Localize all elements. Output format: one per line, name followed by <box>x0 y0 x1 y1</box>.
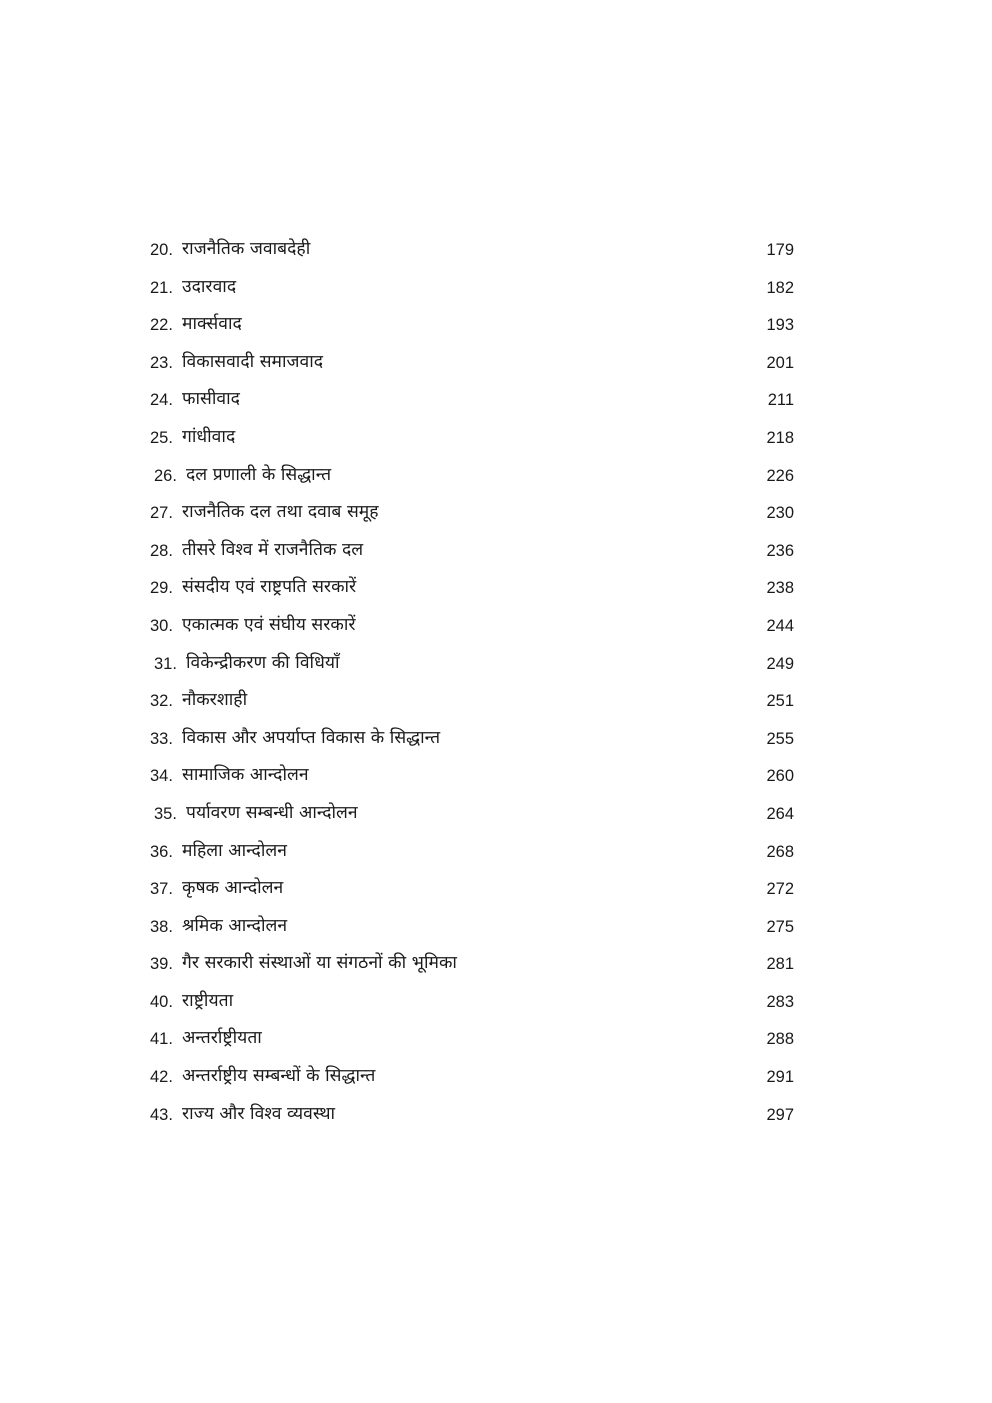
toc-entry <box>0 834 992 872</box>
toc-entry-number: 36. <box>150 842 173 861</box>
toc-entry-number: 26. <box>154 466 177 485</box>
toc-entry-page: 297 <box>766 1105 794 1124</box>
toc-entry-number: 33. <box>150 729 173 748</box>
toc-entry-page: 226 <box>766 466 794 485</box>
toc-entry <box>0 420 992 458</box>
toc-entry-page: 251 <box>766 692 794 711</box>
toc-entry-number: 21. <box>150 278 173 297</box>
toc-entry-title: राष्ट्रीयता <box>182 990 234 1011</box>
toc-entry-title: महिला आन्दोलन <box>182 840 287 861</box>
toc-entry-title: तीसरे विश्व में राजनैतिक दल <box>182 539 364 560</box>
toc-entry-page: 283 <box>766 992 794 1011</box>
toc-entry-page: 268 <box>766 842 794 861</box>
toc-entry-title: उदारवाद <box>182 276 237 297</box>
toc-entry-number: 37. <box>150 880 173 899</box>
toc-entry-number: 34. <box>150 767 173 786</box>
toc-entry-title: सामाजिक आन्दोलन <box>182 765 309 786</box>
toc-entry-page: 291 <box>766 1068 794 1087</box>
toc-entry-number: 40. <box>150 992 173 1011</box>
toc-entry-page: 288 <box>766 1030 794 1049</box>
toc-entry <box>0 984 992 1022</box>
toc-entry-title: गैर सरकारी संस्थाओं या संगठनों की भूमिका <box>182 953 457 974</box>
toc-entry-number: 43. <box>150 1105 173 1124</box>
toc-entry-number: 35. <box>154 804 177 823</box>
toc-entry <box>0 458 992 496</box>
toc-entry <box>0 909 992 947</box>
toc-entry-page: 236 <box>766 541 794 560</box>
toc-entry <box>0 871 992 909</box>
toc-entry-title: राज्य और विश्व व्यवस्था <box>182 1103 336 1124</box>
toc-entry-title: राजनैतिक दल तथा दवाब समूह <box>182 502 379 523</box>
toc-entry-title: कृषक आन्दोलन <box>182 878 284 899</box>
toc-entry-page: 272 <box>766 880 794 899</box>
toc-entry-page: 201 <box>766 353 794 372</box>
toc-entry-page: 275 <box>766 917 794 936</box>
toc-entry-number: 23. <box>150 353 173 372</box>
toc-entry-number: 28. <box>150 541 173 560</box>
toc-entry-number: 22. <box>150 316 173 335</box>
toc-entry-page: 281 <box>766 955 794 974</box>
toc-entry <box>0 758 992 796</box>
toc-entry-page: 179 <box>766 241 794 259</box>
toc-entry-title: श्रमिक आन्दोलन <box>182 915 288 936</box>
toc-entry-page: 230 <box>766 504 794 523</box>
toc-entry <box>0 382 992 420</box>
toc-entry <box>0 796 992 834</box>
toc-entry <box>0 307 992 345</box>
toc-entry-number: 32. <box>150 692 173 711</box>
toc-entry <box>0 495 992 533</box>
toc-entry-page: 182 <box>766 278 794 297</box>
toc-entry <box>0 533 992 571</box>
toc-entry-title: फासीवाद <box>182 389 240 410</box>
toc-entry <box>0 1059 992 1097</box>
toc-entry-page: 260 <box>766 767 794 786</box>
toc-entry-number: 30. <box>150 616 173 635</box>
toc-entry-title: संसदीय एवं राष्ट्रपति सरकारें <box>182 577 357 598</box>
toc-entry-title: दल प्रणाली के सिद्धान्त <box>186 464 332 485</box>
toc-entry <box>0 345 992 383</box>
toc-entry-page: 264 <box>766 804 794 823</box>
table-of-contents <box>0 232 992 1134</box>
toc-entry-page: 238 <box>766 579 794 598</box>
toc-entry-page: 244 <box>766 616 794 635</box>
toc-entry-page: 249 <box>766 654 794 673</box>
toc-entry-title: मार्क्सवाद <box>182 314 242 335</box>
toc-entry <box>0 1097 992 1135</box>
toc-entry-title: नौकरशाही <box>182 690 248 711</box>
toc-entry-number: 20. <box>150 241 173 259</box>
toc-entry-title: एकात्मक एवं संघीय सरकारें <box>182 614 356 635</box>
toc-entry-page: 193 <box>766 316 794 335</box>
toc-entry-title: गांधीवाद <box>182 426 236 447</box>
toc-entry-number: 31. <box>154 654 177 673</box>
toc-entry-number: 42. <box>150 1068 173 1087</box>
toc-entry-page: 218 <box>766 428 794 447</box>
toc-entry-number: 39. <box>150 955 173 974</box>
toc-entry-number: 29. <box>150 579 173 598</box>
toc-entry-title: विकास और अपर्याप्त विकास के सिद्धान्त <box>182 727 441 748</box>
toc-entry-number: 38. <box>150 917 173 936</box>
toc-entry <box>0 1021 992 1059</box>
toc-entry <box>0 608 992 646</box>
toc-entry-page: 255 <box>766 729 794 748</box>
toc-entry <box>0 270 992 308</box>
toc-entry-title: राजनैतिक जवाबदेही <box>182 239 311 259</box>
toc-entry <box>0 570 992 608</box>
toc-entry-title: विकेन्द्रीकरण की विधियाँ <box>186 652 340 673</box>
toc-entry <box>0 721 992 759</box>
toc-entry <box>0 946 992 984</box>
toc-entry <box>0 646 992 684</box>
toc-entry-number: 25. <box>150 428 173 447</box>
toc-entry-number: 27. <box>150 504 173 523</box>
toc-entry-number: 41. <box>150 1030 173 1049</box>
toc-entry-title: विकासवादी समाजवाद <box>182 351 324 372</box>
toc-entry-number: 24. <box>150 391 173 410</box>
toc-entry-title: पर्यावरण सम्बन्धी आन्दोलन <box>186 802 358 823</box>
toc-entry <box>0 683 992 721</box>
toc-entry <box>0 232 992 270</box>
toc-entry-title: अन्तर्राष्ट्रीय सम्बन्धों के सिद्धान्त <box>182 1066 376 1087</box>
toc-entry-page: 211 <box>767 391 794 410</box>
toc-entry-title: अन्तर्राष्ट्रीयता <box>182 1028 262 1049</box>
